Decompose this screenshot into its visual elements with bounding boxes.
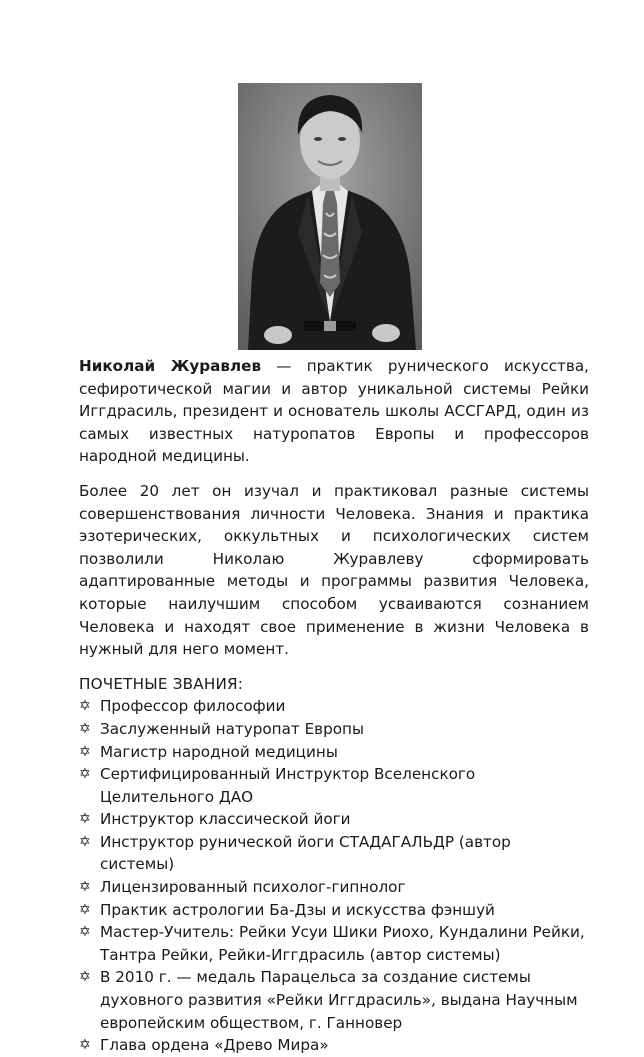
biography-text [79,355,589,1057]
list-item: ✡ Мастер-Учитель: Рейки Усуи Шики Риохо, Кундалини Рейки, Тантра Рейки, Рейки-Иггдрасиль (автор системы) [79,923,585,964]
bio-paragraph-2: Более 20 лет он изучал и практиковал разные системы совершенствования личности Человека. Знания и практика эзотерических, оккультных и психологических систем позволили Николаю Журавлеву сформировать адаптированные методы и программы развития Человека, которые наилучшим способом усваиваются сознанием Человека и находят свое применение в жизни Человека в нужный для него момент. [79,481,589,659]
honorary-titles-list [79,695,589,1057]
star-of-david-icon: ✡ [79,811,91,828]
list-item: ✡ Магистр народной медицины [79,741,589,764]
list-item: ✡ Инструктор рунической йоги СТАДАГАЛЬДР (автор системы) [79,832,511,874]
list-item: ✡ Заслуженный натуропат Европы [79,718,589,741]
star-of-david-icon: ✡ [79,969,91,986]
star-of-david-icon: ✡ [79,833,91,850]
portrait-photo [238,83,422,350]
list-item: ✡ Сертифицированный Инструктор Вселенского Целительного ДАО [79,765,476,806]
list-item: ✡ Глава ордена «Древо Мира» [79,1034,589,1057]
list-item: ✡ Профессор философии [79,695,589,718]
star-of-david-icon: ✡ [79,1037,91,1054]
star-of-david-icon: ✡ [79,766,91,783]
bio-intro: — практик рунического искусства, сефиротической магии и автор уникальной системы Рейки Иггдрасиль, президент и основатель школы АССГАРД, один из самых известных натуропатов Европы и профессоров народной медицины. [79,357,589,466]
list-item: ✡ В 2010 г. — медаль Парацельса за создание системы духовного развития «Рейки Иггдрасиль», выдана Научным европейским обществом, г. Ганновер [79,968,578,1032]
list-item: ✡ Практик астрологии Ба-Дзы и искусства фэншуй [79,899,589,922]
star-of-david-icon: ✡ [79,720,91,737]
honorary-titles-heading: ПОЧЕТНЫЕ ЗВАНИЯ: [79,674,244,693]
bio-paragraph-1 [79,355,589,468]
star-of-david-icon: ✡ [79,879,91,896]
star-of-david-icon: ✡ [79,743,91,760]
author-name: Николай Журавлев [79,357,262,375]
list-item: ✡ Инструктор классической йоги [79,808,589,831]
star-of-david-icon: ✡ [79,901,91,918]
star-of-david-icon: ✡ [79,698,91,715]
list-item: ✡ Лицензированный психолог-гипнолог [79,876,589,899]
star-of-david-icon: ✡ [79,924,91,941]
